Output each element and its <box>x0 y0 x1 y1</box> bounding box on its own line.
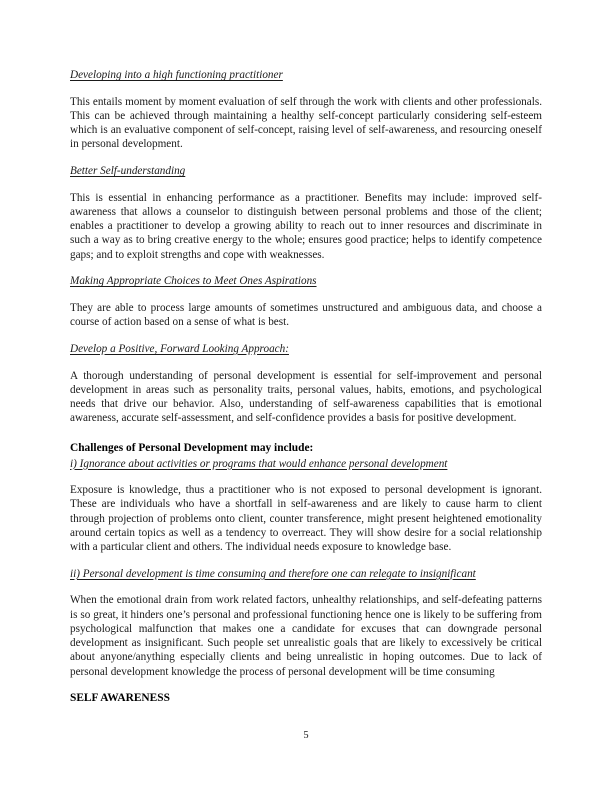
section-heading-developing-practitioner: Developing into a high functioning practitioner <box>70 69 283 81</box>
challenges-title: Challenges of Personal Development may include: <box>70 441 314 454</box>
challenge-heading-time-consuming: ii) Personal development is time consuming and therefore one can relegate to insignificant <box>70 567 476 580</box>
challenge-body-time-consuming: When the emotional drain from work related factors, unhealthy relationships, and self-defeating patterns is so great, it hinders one’s personal and professional functioning hence one is likely to be suffering from psychological malfunction that makes one a candidate for excuses that can downgrade personal development as insignificant. Such people set unrealistic goals that are likely to excessively be critical about anyone/anything especially clients and being unrealistic in hoping outcomes. Due to lack of personal development knowledge the process of personal development will be time consuming <box>70 594 542 678</box>
section-body-making-appropriate-choices: They are able to process large amounts of sometimes unstructured and ambiguous data, and choose a course of action based on a sense of what is best. <box>70 301 542 329</box>
document-body <box>70 68 542 705</box>
challenge-body-ignorance: Exposure is knowledge, thus a practitioner who is not exposed to personal development is ignorant. These are individuals who have a shortfall in self-awareness and are likely to cause harm to client through projection of problems onto client, counter transference, might present heightened emotionality around certain topics as well as a tendency to overreact. They will show desire for a social relationship with a particular client and others. The individual needs exposure to knowledge base. <box>70 484 542 554</box>
section-body-developing-practitioner: This entails moment by moment evaluation of self through the work with clients and other professionals. This can be achieved through maintaining a healthy self-concept particularly considering self-esteem which is an evaluative component of self-concept, raising level of self-awareness, and resourcing oneself in personal development. <box>70 95 542 151</box>
section-heading-develop-positive-approach: Develop a Positive, Forward Looking Approach: <box>70 342 289 355</box>
final-heading-self-awareness: SELF AWARENESS <box>70 692 170 705</box>
challenge-heading-ignorance: i) Ignorance about activities or programs that would enhance personal development <box>70 457 448 470</box>
section-body-better-self-understanding: This is essential in enhancing performance as a practitioner. Benefits may include: improved self-awareness that allows a counselor to distinguish between personal problems and those of the client; enables a practitioner to develop a growing ability to reach out to inner resources and discriminate in such a way as to bring creative energy to the whole; ensures good practice; helps to identify competence gaps; and to exploit strengths and cope with weaknesses. <box>70 191 542 261</box>
section-heading-making-appropriate-choices: Making Appropriate Choices to Meet Ones Aspirations <box>70 275 317 288</box>
section-heading-better-self-understanding: Better Self-understanding <box>70 165 186 178</box>
section-body-develop-positive-approach: A thorough understanding of personal development is essential for self-improvement and personal development in areas such as personality traits, personal values, habits, emotions, and psychological needs that drive our behavior. Also, understanding of self-awareness capabilities that is emotional awareness, accurate self-assessment, and self-confidence provides a basis for positive development. <box>70 369 542 425</box>
page-number: 5 <box>303 730 309 741</box>
